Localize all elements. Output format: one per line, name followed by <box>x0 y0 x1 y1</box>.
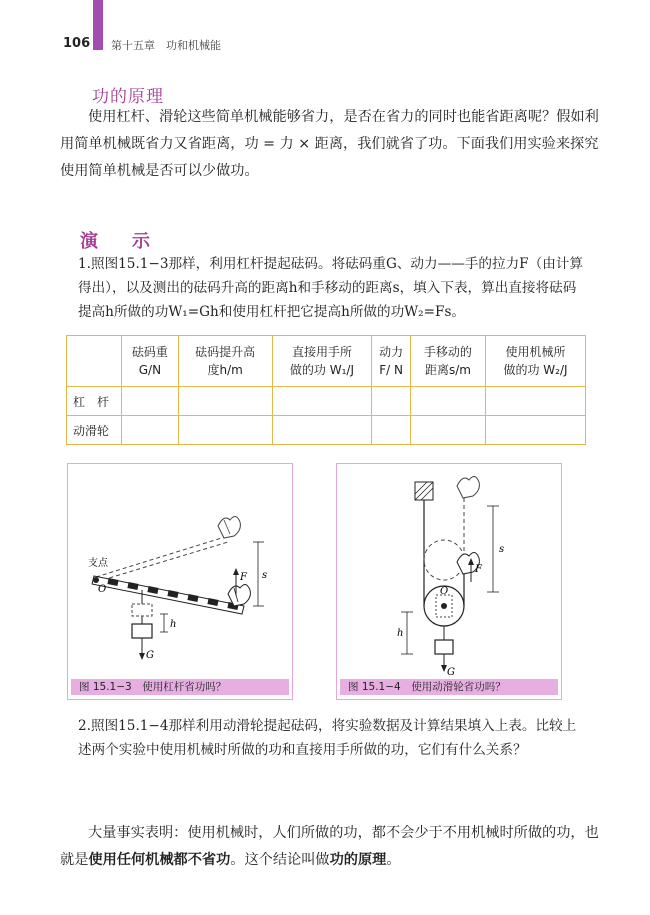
demo-step-2: 2.照图15.1−4那样利用动滑轮提起砝码，将实验数据及计算结果填入上表。比较上述两个实验中使用机械时所做的功和直接用手所做的功，它们有什么关系？ <box>78 718 577 758</box>
lever-bar <box>92 576 244 614</box>
lever-diagram <box>68 464 292 676</box>
lever-raised-outline <box>96 542 228 582</box>
figure-caption: 图 15.1−3 使用杠杆省功吗？ <box>71 679 289 695</box>
page-color-bar <box>93 0 103 50</box>
table-row <box>67 416 586 445</box>
table-cell <box>372 387 410 416</box>
conclusion-bold-b: 功的原理 <box>329 852 387 868</box>
table-cell <box>178 387 272 416</box>
pulley-axle <box>441 603 447 609</box>
hand-raised-icon <box>218 516 240 538</box>
label-g: G <box>447 667 455 676</box>
conclusion-text-a: 大量事实表明：使用机械时，人们所做的功，都不会少于不用机械时所做的功，也就是 <box>60 825 599 868</box>
label-o: O <box>440 586 449 597</box>
section-heading: 功的原理 <box>92 87 164 107</box>
demo-step-1: 1.照图15.1−3那样，利用杠杆提起砝码。将砝码重G、动力——手的拉力F（由计算得出），以及测出的砝码升高的距离h和手移动的距离s，填入下表，算出直接将砝码提高h所做的功W₁=Gh和使用杠杆把它提高h所做的功W₂=Fs。 <box>78 256 583 320</box>
conclusion-paragraph <box>60 820 600 874</box>
row-label: 动滑轮 <box>67 416 122 445</box>
table-cell <box>486 416 586 445</box>
table-header-cell: 砝码提升高 度h/m <box>178 336 272 387</box>
table-header-cell <box>67 336 122 387</box>
pivot-label: 支点 <box>88 558 108 569</box>
demo-heading: 演 示 <box>80 231 158 252</box>
lever-figure <box>67 463 293 700</box>
label-o: O <box>98 584 107 595</box>
table-cell <box>272 387 372 416</box>
pulley-diagram <box>337 464 561 676</box>
weight-raised-outline <box>132 604 152 616</box>
conclusion-text-c: 。 <box>386 852 401 868</box>
label-h: h <box>397 628 404 639</box>
row-label: 杠 杆 <box>67 387 122 416</box>
page-number: 106 <box>63 36 91 51</box>
conclusion-text-b: 。这个结论叫做 <box>230 852 330 868</box>
table-cell <box>486 387 586 416</box>
table-cell <box>372 416 410 445</box>
label-s: s <box>499 544 505 555</box>
table-header-cell: 砝码重 G/N <box>122 336 179 387</box>
intro-paragraph <box>60 104 600 185</box>
table-row <box>67 387 586 416</box>
chapter-title: 第十五章 功和机械能 <box>111 39 221 52</box>
data-table <box>66 335 586 445</box>
label-f: F <box>475 564 482 575</box>
table-cell <box>410 387 485 416</box>
conclusion-bold-a: 使用任何机械都不省功 <box>88 852 231 868</box>
table-header-cell: 直接用手所 做的功 W₁/J <box>272 336 372 387</box>
label-f: F <box>240 572 247 583</box>
table-cell <box>272 416 372 445</box>
table-header-cell: 动力 F/ N <box>372 336 410 387</box>
lever-raised-outline <box>96 536 228 577</box>
label-h: h <box>170 619 177 630</box>
weight-block <box>435 640 453 654</box>
label-s: s <box>262 570 268 581</box>
ceiling-support <box>415 482 433 500</box>
pulley-figure <box>336 463 562 700</box>
hand-raised-icon <box>457 476 479 498</box>
intro-text: 使用杠杆、滑轮这些简单机械能够省力，是否在省力的同时也能省距离呢？假如利用简单机械既省力又省距离，功 = 力 × 距离，我们就省了功。下面我们用实验来探究使用简单机械是否可以少做功。 <box>60 109 599 179</box>
weight-block <box>132 624 152 638</box>
figure-caption: 图 15.1−4 使用动滑轮省功吗？ <box>340 679 558 695</box>
table-cell <box>410 416 485 445</box>
force-arrow-head <box>233 568 239 575</box>
table-header-cell: 使用机械所 做的功 W₂/J <box>486 336 586 387</box>
pivot-point <box>93 577 99 583</box>
gravity-arrow-head <box>139 653 145 660</box>
table-header-cell: 手移动的 距离s/m <box>410 336 485 387</box>
table-cell <box>178 416 272 445</box>
table-cell <box>122 416 179 445</box>
label-g: G <box>146 650 154 661</box>
table-header-row <box>67 336 586 387</box>
table-cell <box>122 387 179 416</box>
